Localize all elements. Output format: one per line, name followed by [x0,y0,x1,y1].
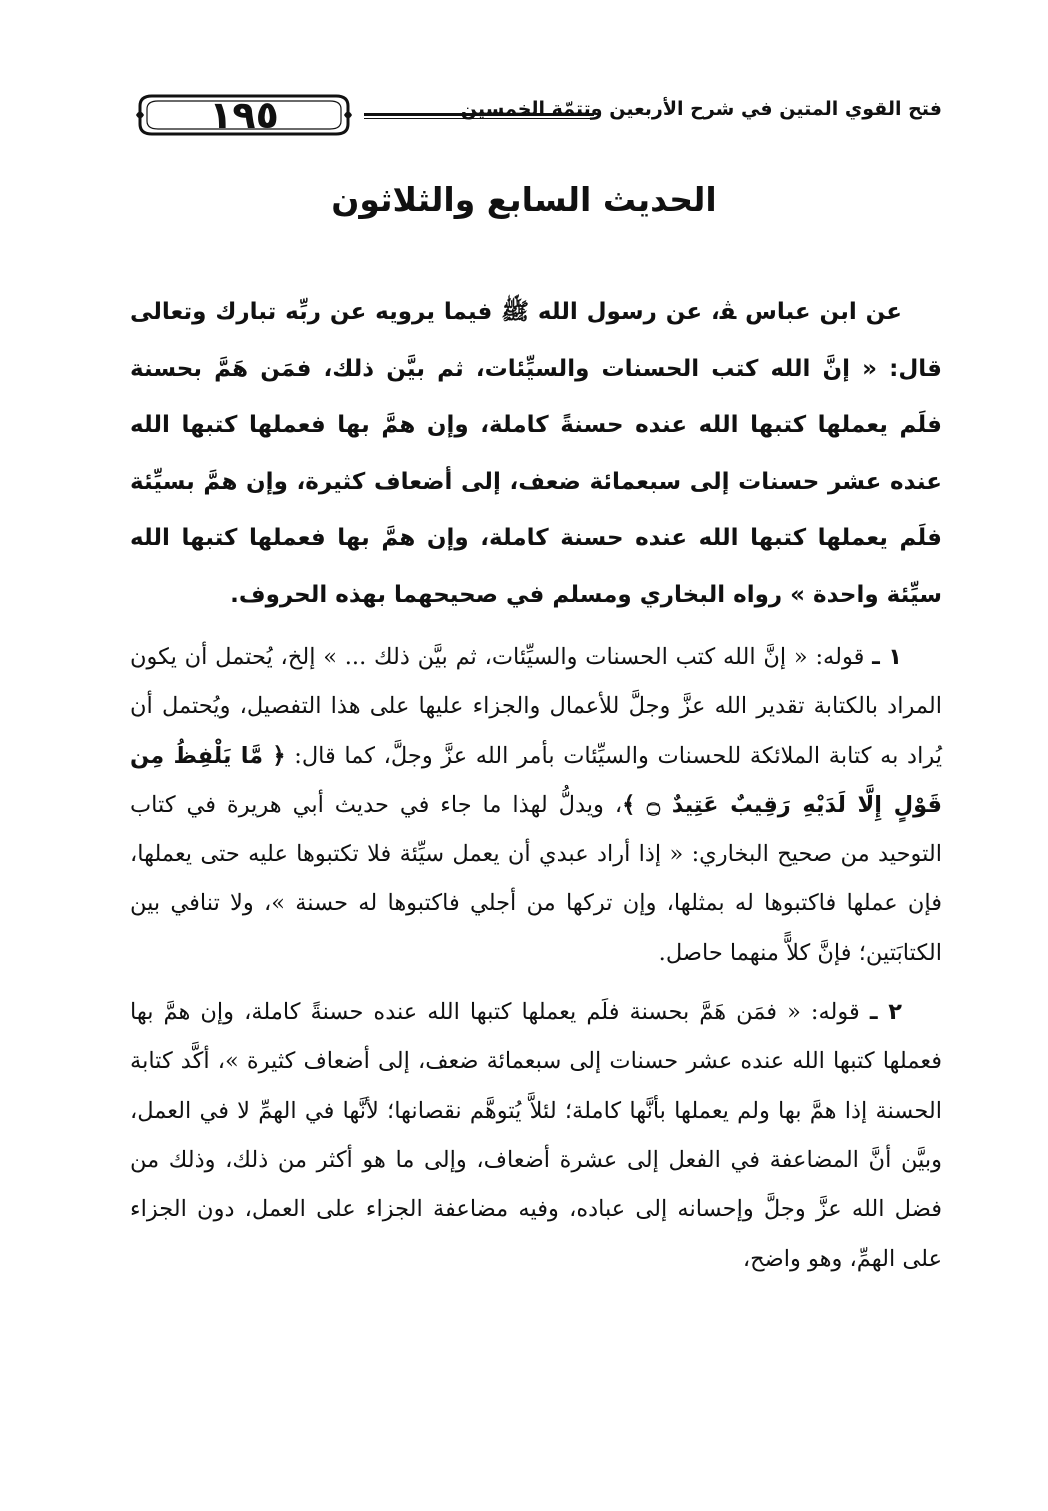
point-2-text: قوله: « فمَن هَمَّ بحسنة فلَم يعملها كتبها الله عنده حسنةً كاملة، وإن همَّ بها فعملها كتبها الله عنده عشر حسنات إلى سبعمائة ضعف، إلى أضعاف كثيرة »، أكَّد كتابة الحسنة إذا همَّ بها ولم يعملها بأنَّها كاملة؛ لئلاَّ يُتوهَّم نقصانها؛ لأنَّها في الهمِّ لا في العمل، وبيَّن أنَّ المضاعفة في الفعل إلى عشرة أضعاف، وإلى ما هو أكثر من ذلك، وذلك من فضل الله عزَّ وجلَّ وإحسانه إلى عباده، وفيه مضاعفة الجزاء على العمل، دون الجزاء على الهمِّ، وهو واضح، [130,999,942,1272]
chapter-title: الحديث السابع والثلاثون [331,180,717,219]
point-1-number: ١ ـ [872,644,902,670]
point-1-text: قوله: « إنَّ الله كتب الحسنات والسيِّئات، ثم بيَّن ذلك ... » إلخ، يُحتمل أن يكون المراد بالكتابة تقدير الله عزَّ وجلَّ للأعمال والجزاء عليها على هذا التفصيل، ويُحتمل أن يُراد به كتابة الملائكة للحسنات والسيِّئات بأمر الله عزَّ وجلَّ، كما قال: [130,644,942,769]
point-1-continuation: ، ويدلُّ لهذا ما جاء في حديث أبي هريرة في كتاب التوحيد من صحيح البخاري: « إذا أراد عبدي أن يعمل سيِّئة فلا تكتبوها عليه حتى يعملها، فإن عملها فاكتبوها له بمثلها، وإن تركها من أجلي فاكتبوها له حسنة »، ولا تنافي بين الكتابَتين؛ فإنَّ كلاًّ منهما حاصل. [130,791,942,966]
quran-verse: ﴿ مَّا يَلْفِظُ مِن قَوْلٍ إِلَّا لَدَيْهِ رَقِيبٌ عَتِيدٌ ۝ ﴾ [130,742,942,818]
hadith-text: عن ابن عباس ﭭ، عن رسول الله ﷺ فيما يرويه عن ربِّه تبارك وتعالى قال: « إنَّ الله كتب الحسنات والسيِّئات، ثم بيَّن ذلك، فمَن هَمَّ بحسنة فلَم يعملها كتبها الله عنده حسنةً كاملة، وإن همَّ بها فعملها كتبها الله عنده عشر حسنات إلى سبعمائة ضعف، إلى أضعاف كثيرة، وإن همَّ بسيِّئة فلَم يعملها كتبها الله عنده حسنة كاملة، وإن همَّ بها فعملها كتبها الله سيِّئة واحدة » رواه البخاري ومسلم في صحيحهما بهذه الحروف. [130,299,942,608]
page-number: ١٩٥ [209,93,279,137]
page-body [130,284,942,1284]
explanation-point-2 [130,988,942,1284]
point-2-number: ٢ ـ [869,999,902,1026]
explanation-point-1 [130,633,942,978]
running-title: فتح القوي المتين في شرح الأربعين وتتمّة الخمسين [460,98,942,120]
running-header [112,88,942,148]
page-number-frame [134,92,354,138]
